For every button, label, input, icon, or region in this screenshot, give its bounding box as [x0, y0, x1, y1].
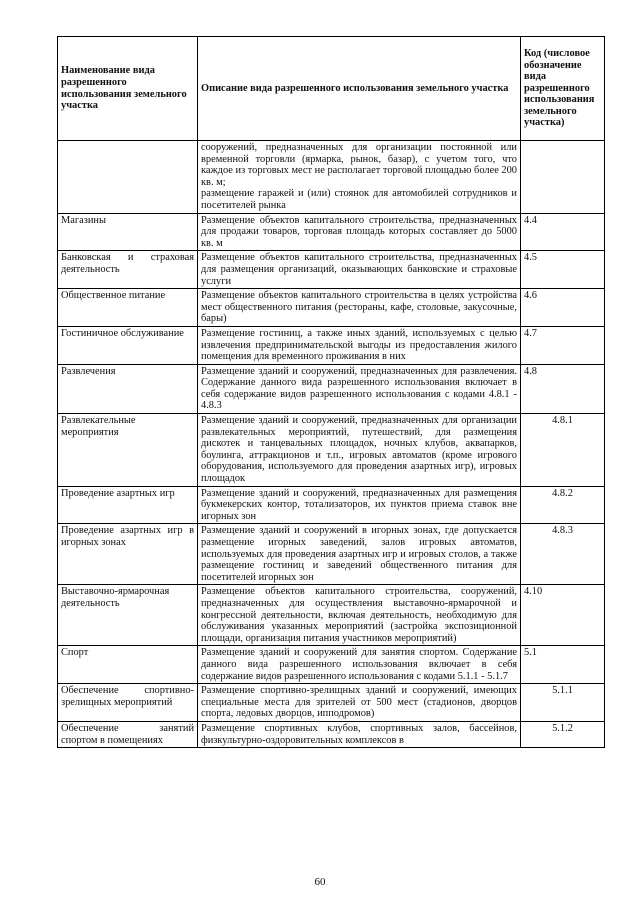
description-paragraph: сооружений, предназначенных для организации постоянной или временной торговли (ярмарка, рынок, базар), с учетом того, что каждое из торговых мест не располагает торговой площадью более 200 кв. м; — [201, 142, 517, 188]
description-paragraph: Размещение зданий и сооружений для занятия спортом. Содержание данного вида разрешенного использования включает в себя содержание видов разрешенного использования с кодами 5.1.1 - 5.1.7 — [201, 647, 517, 682]
row-name: Спорт — [58, 646, 198, 684]
description-paragraph: Размещение зданий и сооружений в игорных зонах, где допускается размещение игорных заведений, залов игровых автоматов, используемых для проведения азартных игр и игровых столов, а также размещение гостиниц и заведений общественного питания для посетителей игорных зон — [201, 525, 517, 583]
row-description — [198, 684, 521, 722]
header-description: Описание вида разрешенного использования земельного участка — [198, 37, 521, 141]
page-number: 60 — [314, 876, 326, 888]
row-code — [521, 141, 605, 214]
row-name: Обеспечение занятий спортом в помещениях — [58, 721, 198, 747]
row-name: Общественное питание — [58, 289, 198, 327]
row-code: 4.7 — [521, 326, 605, 364]
table-row — [58, 326, 605, 364]
row-description — [198, 646, 521, 684]
table-row — [58, 414, 605, 487]
row-description — [198, 585, 521, 646]
row-name: Банковская и страховая деятельность — [58, 251, 198, 289]
row-description — [198, 524, 521, 585]
row-code: 4.8.3 — [521, 524, 605, 585]
description-paragraph: Размещение объектов капитального строительства, предназначенных для размещения организаций, оказывающих банковские и страховые услуги — [201, 252, 517, 287]
row-description — [198, 414, 521, 487]
row-code: 5.1.1 — [521, 684, 605, 722]
row-code: 4.4 — [521, 213, 605, 251]
description-paragraph: Размещение спортивно-зрелищных зданий и сооружений, имеющих специальные места для зрителей от 500 мест (стадионов, дворцов спорта, ледовых дворцов, ипподромов) — [201, 685, 517, 720]
table-row — [58, 646, 605, 684]
row-description — [198, 721, 521, 747]
row-name: Развлекательные мероприятия — [58, 414, 198, 487]
land-use-table — [57, 36, 605, 748]
table-row — [58, 524, 605, 585]
description-paragraph: Размещение объектов капитального строительства, предназначенных для продажи товаров, торговая площадь которых составляет до 5000 кв. м — [201, 214, 517, 249]
row-name: Обеспечение спортивно-зрелищных мероприятий — [58, 684, 198, 722]
table-header-row — [58, 37, 605, 141]
description-paragraph: Размещение объектов капитального строительства, сооружений, предназначенных для осуществления выставочно-ярмарочной и конгрессной деятельности, включая деятельность, необходимую для обслуживания указанных мероприятий (застройка экспозиционной площади, организация питания участников мероприятий) — [201, 586, 517, 644]
row-code: 4.10 — [521, 585, 605, 646]
row-code: 4.5 — [521, 251, 605, 289]
row-code: 5.1.2 — [521, 721, 605, 747]
row-description — [198, 213, 521, 251]
header-name: Наименование вида разрешенного использования земельного участка — [58, 37, 198, 141]
row-name — [58, 141, 198, 214]
table-row — [58, 364, 605, 413]
description-paragraph: Размещение спортивных клубов, спортивных залов, бассейнов, физкультурно-оздоровительных комплексов в — [201, 722, 517, 746]
row-name: Выставочно-ярмарочная деятельность — [58, 585, 198, 646]
description-paragraph: Размещение зданий и сооружений, предназначенных для организации развлекательных мероприятий, путешествий, для размещения дискотек и танцевальных площадок, ночных клубов, аквапарков, боулинга, аттракционов и т.п., игровых автоматов (кроме игрового оборудования, используемого для проведения азартных игр), игровых площадок — [201, 415, 517, 485]
description-paragraph: Размещение объектов капитального строительства в целях устройства мест общественного питания (рестораны, кафе, столовые, закусочные, бары) — [201, 290, 517, 325]
description-paragraph: Размещение зданий и сооружений, предназначенных для развлечения. Содержание данного вида разрешенного использования включает в себя содержание видов разрешенного использования с кодами 4.8.1 - 4.8.3 — [201, 365, 517, 412]
description-paragraph: Размещение гостиниц, а также иных зданий, используемых с целью извлечения предпринимательской выгоды из предоставления жилого помещения для временного проживания в них — [201, 327, 517, 363]
table-row — [58, 251, 605, 289]
description-paragraph: Размещение зданий и сооружений, предназначенных для размещения букмекерских контор, тотализаторов, их пунктов приема ставок вне игорных зон — [201, 487, 517, 522]
row-name: Проведение азартных игр в игорных зонах — [58, 524, 198, 585]
table-row — [58, 486, 605, 524]
row-code: 5.1 — [521, 646, 605, 684]
row-description — [198, 486, 521, 524]
table-row — [58, 684, 605, 722]
table-row — [58, 585, 605, 646]
row-code: 4.8.1 — [521, 414, 605, 487]
row-description — [198, 326, 521, 364]
description-paragraph: размещение гаражей и (или) стоянок для автомобилей сотрудников и посетителей рынка — [201, 188, 517, 211]
row-name: Магазины — [58, 213, 198, 251]
row-name: Проведение азартных игр — [58, 486, 198, 524]
row-code: 4.6 — [521, 289, 605, 327]
row-name: Развлечения — [58, 364, 198, 413]
row-description — [198, 251, 521, 289]
row-name: Гостиничное обслуживание — [58, 326, 198, 364]
table-row — [58, 213, 605, 251]
table-row — [58, 141, 605, 214]
table-row — [58, 721, 605, 747]
header-code: Код (числовое обозначение вида разрешенного использования земельного участка) — [521, 37, 605, 141]
table-body — [58, 141, 605, 748]
row-description — [198, 364, 521, 413]
table-row — [58, 289, 605, 327]
row-description — [198, 289, 521, 327]
row-code: 4.8.2 — [521, 486, 605, 524]
row-code: 4.8 — [521, 364, 605, 413]
row-description — [198, 141, 521, 214]
